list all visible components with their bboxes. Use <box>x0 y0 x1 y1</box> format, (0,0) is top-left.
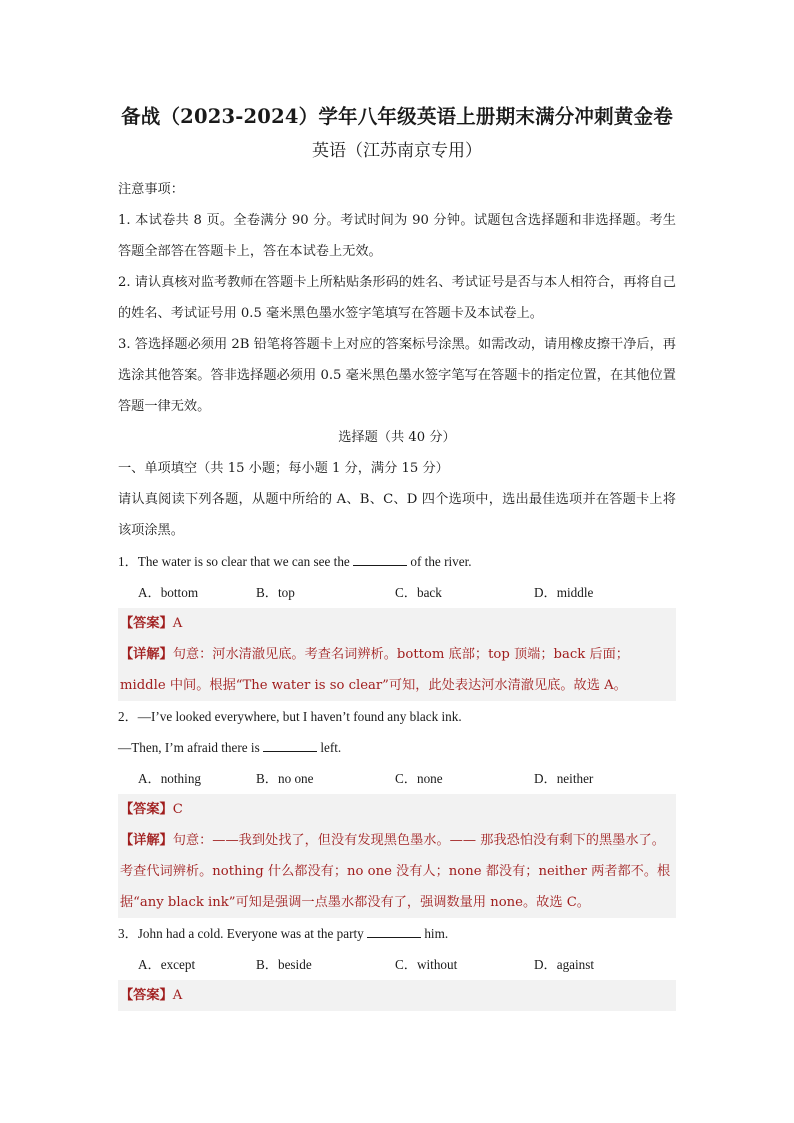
option-a: A．except <box>138 957 196 972</box>
option-b: B．beside <box>256 957 312 972</box>
question-2-detail: 【详解】句意：——我到处找了，但没有发现黑色墨水。—— 那我恐怕没有剩下的黑墨水了。考查代词辨析。nothing 什么都没有；no one 没有人；none 都没有；neither 两者都不。根据“any black ink”可知是强调一点墨水都没有了，强调数量用 none。故选 C。 <box>118 825 676 918</box>
question-3-options <box>118 949 676 980</box>
option-c: C．none <box>395 771 443 786</box>
part-heading: 一、单项填空（共 15 小题；每小题 1 分，满分 15 分） <box>118 461 449 476</box>
answer-blank <box>353 553 407 566</box>
note-item-2: 2. 请认真核对监考教师在答题卡上所粘贴条形码的姓名、考试证号是否与本人相符合，再将自己的姓名、考试证号用 0.5 毫米黑色墨水签字笔填写在答题卡及本试卷上。 <box>118 275 676 321</box>
option-d: D．neither <box>534 771 594 786</box>
note-item-1: 1. 本试卷共 8 页。全卷满分 90 分。考试时间为 90 分钟。试题包含选择题和非选择题。考生答题全部答在答题卡上，答在本试卷上无效。 <box>118 213 676 259</box>
option-c: C．back <box>395 585 442 600</box>
question-1-answer: 【答案】A <box>118 608 676 639</box>
question-3-stem: 3．John had a cold. Everyone was at the party him. <box>118 926 449 941</box>
exam-page <box>118 100 676 1011</box>
question-1-options <box>118 577 676 608</box>
option-d: D．middle <box>534 585 594 600</box>
answer-blank <box>367 925 421 938</box>
question-2-stem-line2: —Then, I’m afraid there is left. <box>118 740 342 755</box>
exam-subtitle: 英语（江苏南京专用） <box>312 141 482 161</box>
question-1-stem: 1．The water is so clear that we can see the of the river. <box>118 554 472 569</box>
question-3-answer: 【答案】A <box>118 980 676 1011</box>
option-a: A．nothing <box>138 771 202 786</box>
part-instructions: 请认真阅读下列各题，从题中所给的 A、B、C、D 四个选项中，选出最佳选项并在答题卡上将该项涂黑。 <box>118 492 676 538</box>
exam-title: 备战（2023-2024）学年八年级英语上册期末满分冲刺黄金卷 <box>121 105 673 128</box>
notes-heading: 注意事项： <box>118 182 184 197</box>
question-2-answer: 【答案】C <box>118 794 676 825</box>
option-d: D．against <box>534 957 595 972</box>
option-b: B．no one <box>256 771 314 786</box>
option-a: A．bottom <box>138 585 199 600</box>
note-item-3: 3. 答选择题必须用 2B 铅笔将答题卡上对应的答案标号涂黑。如需改动，请用橡皮擦干净后，再选涂其他答案。答非选择题必须用 0.5 毫米黑色墨水签字笔写在答题卡的指定位置，在其他位置答题一律无效。 <box>118 337 676 414</box>
option-b: B．top <box>256 585 295 600</box>
question-2-options <box>118 763 676 794</box>
question-1-detail: 【详解】句意：河水清澈见底。考查名词辨析。bottom 底部；top 顶端；back 后面；middle 中间。根据“The water is so clear”可知，此处表达河水清澈见底。故选 A。 <box>118 639 676 701</box>
section-heading: 选择题（共 40 分） <box>338 430 456 445</box>
answer-blank <box>263 739 317 752</box>
option-c: C．without <box>395 957 458 972</box>
question-2-stem-line1: 2．—I’ve looked everywhere, but I haven’t found any black ink. <box>118 709 462 724</box>
